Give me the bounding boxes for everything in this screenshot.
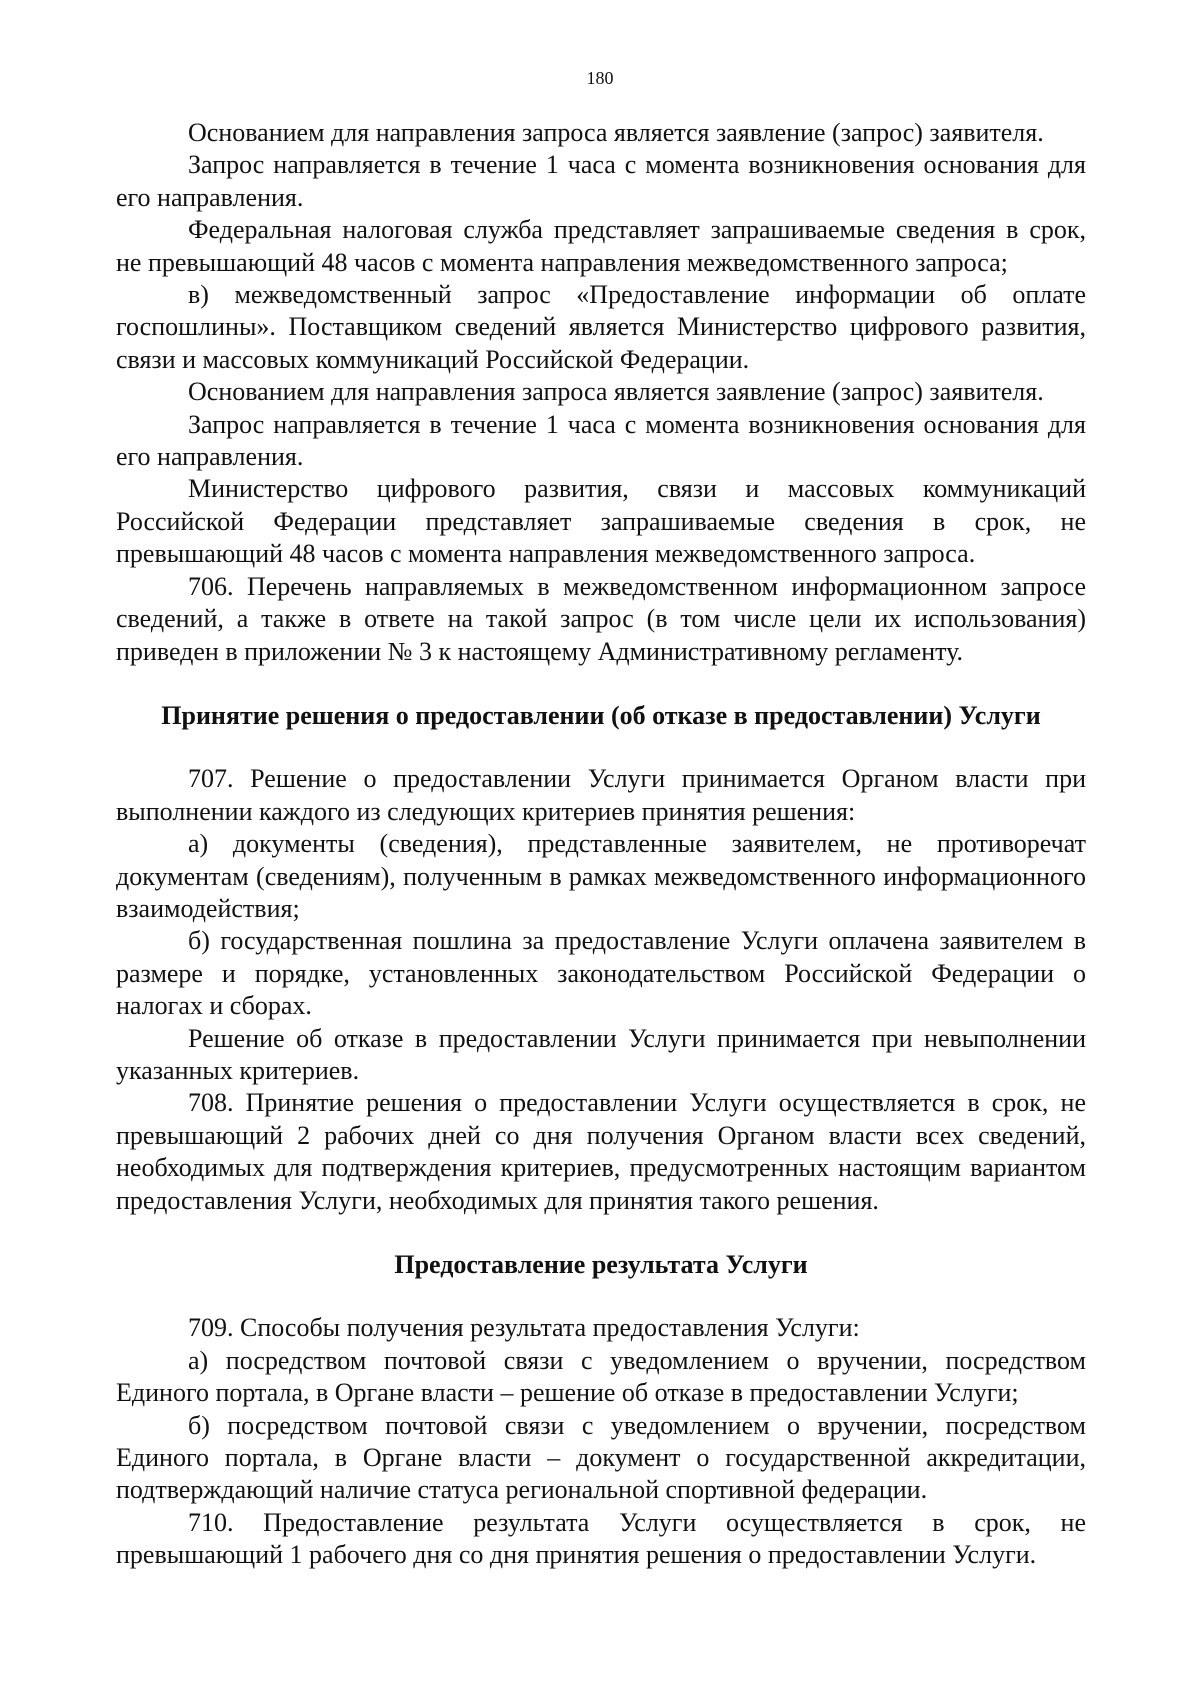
paragraph: 706. Перечень направляемых в межведомственном информационном запросе сведений, а также в ответе на такой запрос (в том числе цели их использования) приведен в приложении № 3 к настоящему Административному регламенту. bbox=[116, 571, 1086, 666]
paragraph: Основанием для направления запроса является заявление (запрос) заявителя. bbox=[188, 377, 1044, 407]
paragraph: 710. Предоставление результата Услуги осуществляется в срок, не превышающий 1 рабочего дня со дня принятия решения о предоставлении Услуги. bbox=[116, 1507, 1086, 1570]
paragraph: б) государственная пошлина за предоставление Услуги оплачена заявителем в размере и порядке, установленных законодательством Российской Федерации о налогах и сборах. bbox=[116, 926, 1086, 1021]
paragraph: Запрос направляется в течение 1 часа с момента возникновения основания для его направления. bbox=[116, 150, 1086, 212]
paragraph: б) посредством почтовой связи с уведомлением о вручении, посредством Единого портала, в Органе власти – документ о государственной аккредитации, подтверждающий наличие статуса региональной спортивной федерации. bbox=[116, 1410, 1086, 1505]
paragraph: 708. Принятие решения о предоставлении Услуги осуществляется в срок, не превышающий 2 рабочих дней со дня получения Органом власти всех сведений, необходимых для подтверждения критериев, предусмотренных настоящим вариантом предоставления Услуги, необходимых для принятия такого решения. bbox=[116, 1088, 1086, 1215]
paragraph: в) межведомственный запрос «Предоставление информации об оплате госпошлины». Поставщиком сведений является Министерство цифрового развития, связи и массовых коммуникаций Российской Федерации. bbox=[116, 280, 1086, 374]
paragraph: 707. Решение о предоставлении Услуги принимается Органом власти при выполнении каждого из следующих критериев принятия решения: bbox=[116, 764, 1086, 826]
paragraph: а) посредством почтовой связи с уведомлением о вручении, посредством Единого портала, в Органе власти – решение об отказе в предоставлении Услуги; bbox=[116, 1345, 1086, 1408]
section-heading-decision: Принятие решения о предоставлении (об отказе в предоставлении) Услуги bbox=[161, 700, 1041, 730]
document-body bbox=[116, 117, 1086, 1572]
section-heading-result: Предоставление результата Услуги bbox=[394, 1250, 808, 1279]
paragraph: а) документы (сведения), представленные заявителем, не противоречат документам (сведениям), полученным в рамках межведомственного информационного взаимодействия; bbox=[116, 829, 1086, 923]
paragraph: Министерство цифрового развития, связи и массовых коммуникаций Российской Федерации представляет запрашиваемые сведения в срок, не превышающий 48 часов с момента направления межведомственного запроса. bbox=[116, 474, 1086, 569]
paragraph: Решение об отказе в предоставлении Услуги принимается при невыполнении указанных критериев. bbox=[116, 1023, 1086, 1085]
page-number: 180 bbox=[586, 68, 614, 88]
paragraph: 709. Способы получения результата предоставления Услуги: bbox=[188, 1313, 860, 1343]
paragraph: Запрос направляется в течение 1 часа с момента возникновения основания для его направления. bbox=[116, 409, 1086, 472]
paragraph: Федеральная налоговая служба представляет запрашиваемые сведения в срок, не превышающий 48 часов с момента направления межведомственного запроса; bbox=[116, 215, 1086, 277]
paragraph: Основанием для направления запроса является заявление (запрос) заявителя. bbox=[188, 118, 1044, 147]
